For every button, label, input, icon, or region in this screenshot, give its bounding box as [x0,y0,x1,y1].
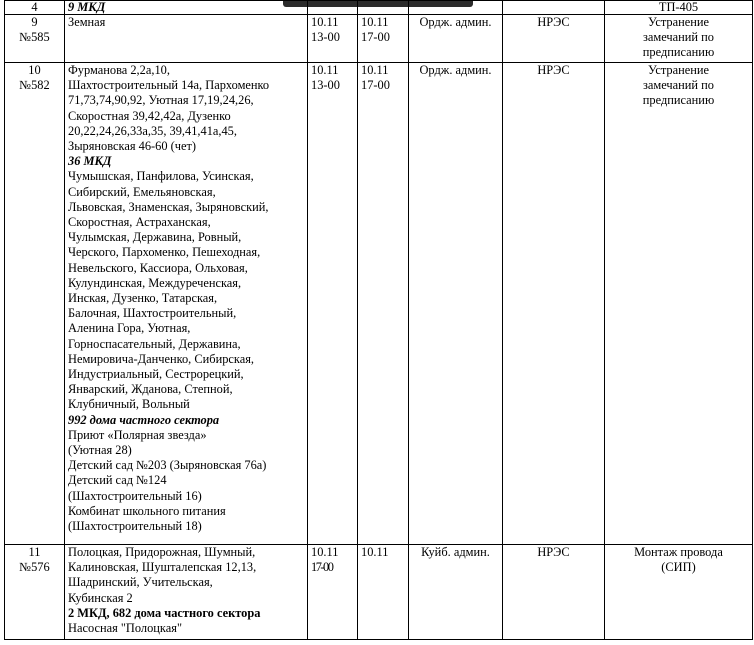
start-date: 10.11 [311,545,339,559]
end-date: 10.11 [361,15,389,29]
row-number: 9 [31,15,38,29]
address-summary: 9 МКД [65,1,308,15]
end-time: 17-00 [361,78,390,93]
row-number: 4 [5,1,65,15]
end-date: 10.11 [361,545,389,559]
reason-line: Монтаж провода [634,545,723,559]
start-cell [308,545,358,640]
address-line: Инская, Дузенко, Татарская, [68,291,218,306]
administration: Ордж. админ. [409,15,503,63]
reason-line: Устранение [648,15,709,29]
end-time: 17-00 [361,30,390,45]
address-line: Кулундинская, Междуреченская, [68,275,242,290]
reason-line: (СИП) [661,560,696,575]
reason-cell [605,63,753,545]
start-time: 17-00 [311,560,333,575]
address-line: Индустриальный, Сестрорецкий, [68,367,244,382]
address-line: Аленина Гора, Уютная, [68,321,191,336]
administration: Ордж. админ. [409,63,503,545]
address-line: (Шахтостроительный 16) [68,488,202,503]
end-cell [358,63,409,545]
address-line: Чулымская, Державина, Ровный, [68,230,242,245]
start-time: 13-00 [311,30,340,45]
address-line: Невельского, Кассиора, Ольховая, [68,260,248,275]
organization: НРЭС [503,545,605,640]
address-line: Земная [68,15,106,29]
address-line: Скоростная, Астраханская, [68,215,211,230]
reason-line: предписанию [642,45,715,60]
address-line: Детский сад №124 [68,473,167,488]
reason-line: Устранение [648,63,709,77]
address-line: Балочная, Шахтостроительный, [68,306,237,321]
address-line: Клубничный, Вольный [68,397,190,412]
table-row-previous [5,1,753,15]
address-line: Немировича-Данченко, Сибирская, [68,351,255,366]
row-number-cell [5,63,65,545]
address-line: Фурманова 2,2а,10, [68,63,170,77]
order-number: №576 [19,560,50,575]
table-row [5,63,753,545]
start-time: 13-00 [311,78,340,93]
address-line: Насосная "Полоцкая" [68,621,183,636]
address-line: Шахтостроительный 14а, Пархоменко [68,78,270,93]
address-cell [65,15,308,63]
order-number: №585 [19,30,50,45]
reason-cell [605,545,753,640]
start-cell [308,15,358,63]
address-line: (Уютная 28) [68,443,132,458]
row-number-cell [5,545,65,640]
building-count: 36 МКД [68,154,112,169]
organization: НРЭС [503,63,605,545]
end-date: 10.11 [361,63,389,77]
start-date: 10.11 [311,15,339,29]
address-line: Приют «Полярная звезда» [68,427,207,442]
reason-line: предписанию [642,93,715,108]
address-line: Скоростная 39,42,42а, Дузенко [68,108,231,123]
address-line: Сибирский, Емельяновская, [68,184,216,199]
reason-cell [605,15,753,63]
address-line: Кубинская 2 [68,590,133,605]
end-cell [358,545,409,640]
address-line: 71,73,74,90,92, Уютная 17,19,24,26, [68,93,254,108]
address-line: Зыряновская 46-60 (чет) [68,139,197,154]
address-line: Калиновская, Шушталепская 12,13, [68,560,257,575]
table-row [5,545,753,640]
address-line: Шадринский, Учительская, [68,575,213,590]
outage-table [4,0,753,640]
row-number: 11 [28,545,41,559]
address-line: 20,22,24,26,33а,35, 39,41,41а,45, [68,123,237,138]
reason-line: замечаний по [643,30,714,45]
address-line: Январский, Жданова, Степной, [68,382,233,397]
address-line: (Шахтостроительный 18) [68,519,202,534]
end-cell [358,15,409,63]
start-cell [308,63,358,545]
organization: НРЭС [503,15,605,63]
table-row [5,15,753,63]
substation: ТП-405 [605,1,753,15]
address-line: Черского, Пархоменко, Пешеходная, [68,245,261,260]
address-cell [65,63,308,545]
private-sector-count: 992 дома частного сектора [68,412,220,427]
reason-line: замечаний по [643,78,714,93]
start-date: 10.11 [311,63,339,77]
address-line: Чумышская, Панфилова, Усинская, [68,169,254,184]
address-line: Комбинат школьного питания [68,503,226,518]
building-count: 2 МКД, 682 дома частного сектора [68,605,261,620]
address-line: Детский сад №203 (Зыряновская 76а) [68,458,267,473]
address-line: Львовская, Знаменская, Зыряновский, [68,199,269,214]
administration: Куйб. админ. [409,545,503,640]
order-number: №582 [19,78,50,93]
address-line: Полоцкая, Придорожная, Шумный, [68,545,256,559]
row-number-cell [5,15,65,63]
address-cell [65,545,308,640]
address-line: Горноспасательный, Державина, [68,336,241,351]
row-number: 10 [28,63,41,77]
